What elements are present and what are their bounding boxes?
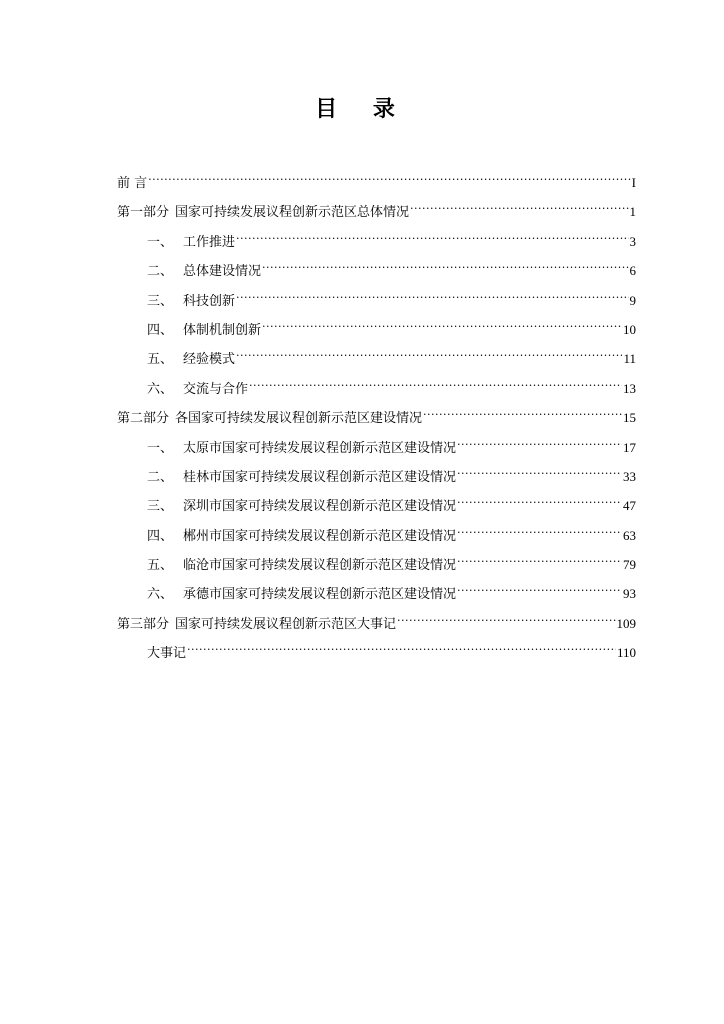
toc-entry-number: 五、	[147, 558, 174, 574]
toc-entry-number: 二、	[147, 264, 174, 280]
leader-dots	[262, 261, 628, 275]
leader-dots	[457, 438, 622, 452]
leader-dots	[249, 379, 622, 393]
toc-entry-label: 桂林市国家可持续发展议程创新示范区建设情况	[183, 469, 457, 485]
toc-entry-2-1[interactable]	[117, 438, 636, 467]
leader-dots	[423, 408, 622, 422]
toc-entry-label: 承德市国家可持续发展议程创新示范区建设情况	[183, 587, 457, 603]
toc-entry-1-4[interactable]	[117, 320, 636, 349]
toc-page-number: 6	[629, 263, 636, 279]
toc-entry-number: 一、	[147, 234, 174, 250]
toc-entry-label: 工作推进	[183, 234, 236, 250]
toc-page-number: 17	[623, 439, 636, 455]
toc-entry-number: 五、	[147, 352, 174, 368]
leader-dots	[187, 643, 616, 657]
toc-entry-label: 国家可持续发展议程创新示范区大事记	[175, 616, 397, 632]
toc-title: 目 录	[315, 97, 409, 122]
toc-entry-number: 六、	[147, 587, 174, 603]
toc-page-number: 93	[623, 586, 636, 602]
toc-page-number: 110	[616, 645, 636, 661]
toc-entry-2-4[interactable]	[117, 526, 636, 555]
leader-dots	[410, 202, 628, 216]
toc-page-number: 47	[623, 498, 636, 514]
toc-entry-label: 国家可持续发展议程创新示范区总体情况	[175, 205, 410, 221]
toc-entry-2-5[interactable]	[117, 555, 636, 584]
leader-dots	[262, 320, 622, 334]
toc-entry-1-2[interactable]	[117, 261, 636, 290]
toc-page-number: 63	[623, 527, 636, 543]
leader-dots	[457, 496, 622, 510]
toc-entry-part-2[interactable]	[117, 408, 636, 437]
leader-dots	[397, 614, 615, 628]
toc-entry-part-1[interactable]	[117, 202, 636, 231]
toc-entry-label: 大事记	[147, 646, 187, 662]
toc-page-number: 79	[623, 557, 636, 573]
toc-page-number: 1	[629, 204, 636, 220]
toc-page-number: I	[631, 175, 636, 190]
toc-page-number: 33	[623, 468, 636, 484]
toc-page-number: 10	[623, 321, 636, 337]
toc-entry-3-1[interactable]	[117, 643, 636, 672]
toc-entry-number: 四、	[147, 322, 174, 338]
leader-dots	[457, 467, 622, 481]
leader-dots	[236, 291, 628, 305]
toc-entry-1-5[interactable]	[117, 349, 636, 378]
toc-part-label: 第二部分	[117, 411, 170, 427]
toc-entry-1-1[interactable]	[117, 232, 636, 261]
toc-entry-1-6[interactable]	[117, 379, 636, 408]
toc-page-number: 11	[623, 351, 636, 367]
toc-entry-label: 郴州市国家可持续发展议程创新示范区建设情况	[183, 528, 457, 544]
leader-dots	[236, 349, 622, 363]
toc-entry-2-3[interactable]	[117, 496, 636, 525]
toc-entry-number: 四、	[147, 528, 174, 544]
toc-entry-label: 前 言	[117, 176, 148, 191]
toc-page-number: 13	[623, 380, 636, 396]
toc-entry-2-6[interactable]	[117, 584, 636, 613]
toc-entry-preface[interactable]	[117, 173, 636, 202]
toc-page-number: 9	[629, 292, 636, 308]
toc-entry-1-3[interactable]	[117, 291, 636, 320]
toc-page-number: 3	[629, 233, 636, 249]
toc-entry-label: 经验模式	[183, 352, 236, 368]
toc-entry-label: 交流与合作	[183, 381, 249, 397]
toc-page-number: 109	[616, 615, 636, 631]
toc-entry-label: 总体建设情况	[183, 264, 262, 280]
toc-entry-label: 科技创新	[183, 293, 236, 309]
toc-entry-label: 临沧市国家可持续发展议程创新示范区建设情况	[183, 558, 457, 574]
leader-dots	[236, 232, 628, 246]
leader-dots	[457, 555, 622, 569]
toc-entry-number: 三、	[147, 293, 174, 309]
toc-entry-number: 一、	[147, 440, 174, 456]
toc-entry-number: 三、	[147, 499, 174, 515]
toc-entry-number: 六、	[147, 381, 174, 397]
leader-dots	[457, 584, 622, 598]
toc-list	[117, 173, 636, 673]
toc-part-label: 第三部分	[117, 616, 170, 632]
toc-entry-part-3[interactable]	[117, 614, 636, 643]
toc-entry-label: 太原市国家可持续发展议程创新示范区建设情况	[183, 440, 457, 456]
toc-entry-label: 各国家可持续发展议程创新示范区建设情况	[175, 411, 423, 427]
toc-entry-label: 体制机制创新	[183, 322, 262, 338]
toc-part-label: 第一部分	[117, 205, 170, 221]
leader-dots	[457, 526, 622, 540]
toc-entry-2-2[interactable]	[117, 467, 636, 496]
leader-dots	[148, 173, 631, 187]
toc-entry-number: 二、	[147, 469, 174, 485]
toc-page-number: 15	[623, 410, 636, 426]
toc-entry-label: 深圳市国家可持续发展议程创新示范区建设情况	[183, 499, 457, 515]
